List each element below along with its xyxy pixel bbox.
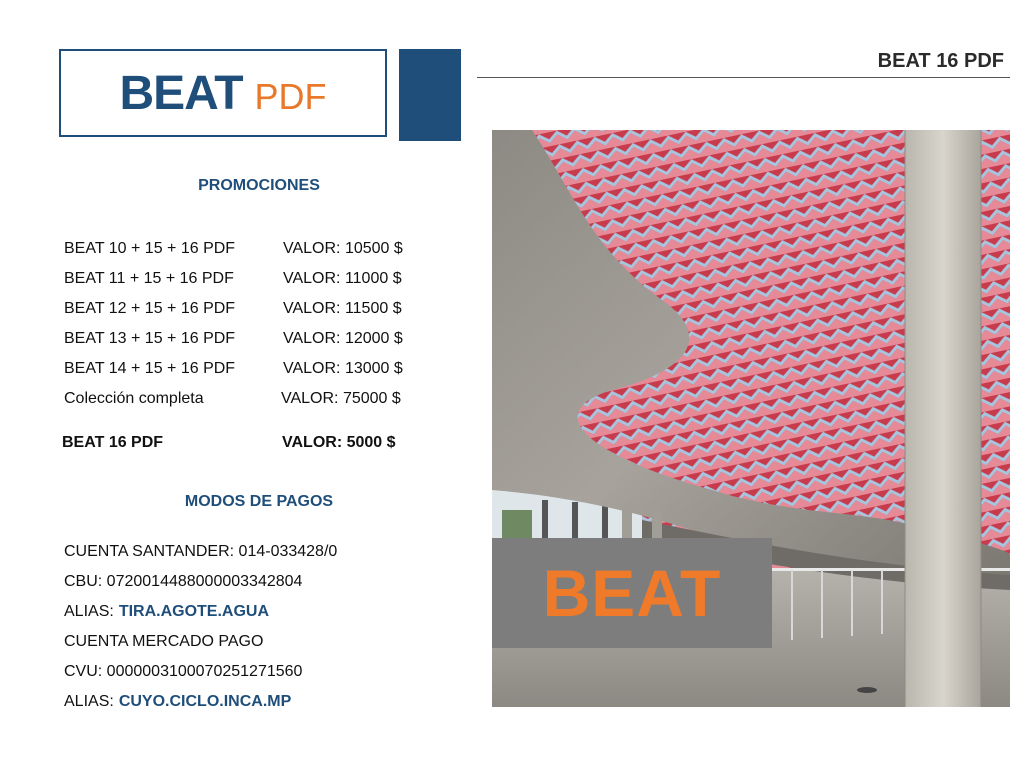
logo bbox=[59, 49, 387, 137]
promo-value: VALOR: 11000 $ bbox=[283, 270, 402, 287]
alias-value: CUYO.CICLO.INCA.MP bbox=[118, 693, 292, 710]
alias-label: ALIAS: bbox=[64, 693, 114, 710]
page-title: BEAT 16 PDF bbox=[877, 50, 1004, 72]
featured-offer bbox=[62, 431, 442, 455]
decorative-blue-block bbox=[399, 49, 461, 141]
promo-value: VALOR: 10500 $ bbox=[283, 240, 403, 257]
title-divider bbox=[477, 77, 1010, 78]
promo-item bbox=[64, 264, 444, 294]
promo-name: BEAT 13 + 15 + 16 PDF bbox=[64, 330, 236, 347]
promotions-list bbox=[64, 234, 444, 414]
alias-label: ALIAS: bbox=[64, 603, 114, 620]
promo-item bbox=[64, 324, 444, 354]
cvu-number: CVU: 0000003100070251271560 bbox=[64, 663, 303, 680]
payments-heading: MODOS DE PAGOS bbox=[184, 493, 334, 510]
promo-item bbox=[64, 294, 444, 324]
alias-value: TIRA.AGOTE.AGUA bbox=[118, 603, 270, 620]
beat-overlay-panel bbox=[492, 538, 772, 648]
payments-list bbox=[64, 537, 464, 717]
promotions-heading: PROMOCIONES bbox=[198, 177, 320, 194]
promo-value: VALOR: 13000 $ bbox=[283, 360, 403, 377]
logo-word: BEAT bbox=[119, 66, 243, 120]
promo-value: VALOR: 75000 $ bbox=[281, 390, 401, 407]
featured-offer-name: BEAT 16 PDF bbox=[62, 434, 164, 451]
promo-item bbox=[64, 384, 444, 414]
promo-name: BEAT 14 + 15 + 16 PDF bbox=[64, 360, 236, 377]
promo-value: VALOR: 12000 $ bbox=[283, 330, 403, 347]
promo-item bbox=[64, 234, 444, 264]
promo-name: BEAT 10 + 15 + 16 PDF bbox=[64, 240, 236, 257]
promo-item bbox=[64, 354, 444, 384]
promo-name: BEAT 11 + 15 + 16 PDF bbox=[64, 270, 234, 287]
promo-name: Colección completa bbox=[64, 390, 204, 407]
alias-santander bbox=[64, 597, 464, 627]
alias-mercado-pago bbox=[64, 687, 464, 717]
santander-account: CUENTA SANTANDER: 014-033428/0 bbox=[64, 543, 338, 560]
logo-suffix: PDF bbox=[254, 76, 327, 117]
promo-name: BEAT 12 + 15 + 16 PDF bbox=[64, 300, 236, 317]
promo-value: VALOR: 11500 $ bbox=[283, 300, 402, 317]
beat-overlay-text: BEAT bbox=[542, 556, 722, 630]
featured-offer-value: VALOR: 5000 $ bbox=[282, 434, 396, 451]
mercado-pago-account: CUENTA MERCADO PAGO bbox=[64, 633, 264, 650]
cbu-number: CBU: 0720014488000003342804 bbox=[64, 573, 303, 590]
cover-photo bbox=[492, 130, 1010, 707]
